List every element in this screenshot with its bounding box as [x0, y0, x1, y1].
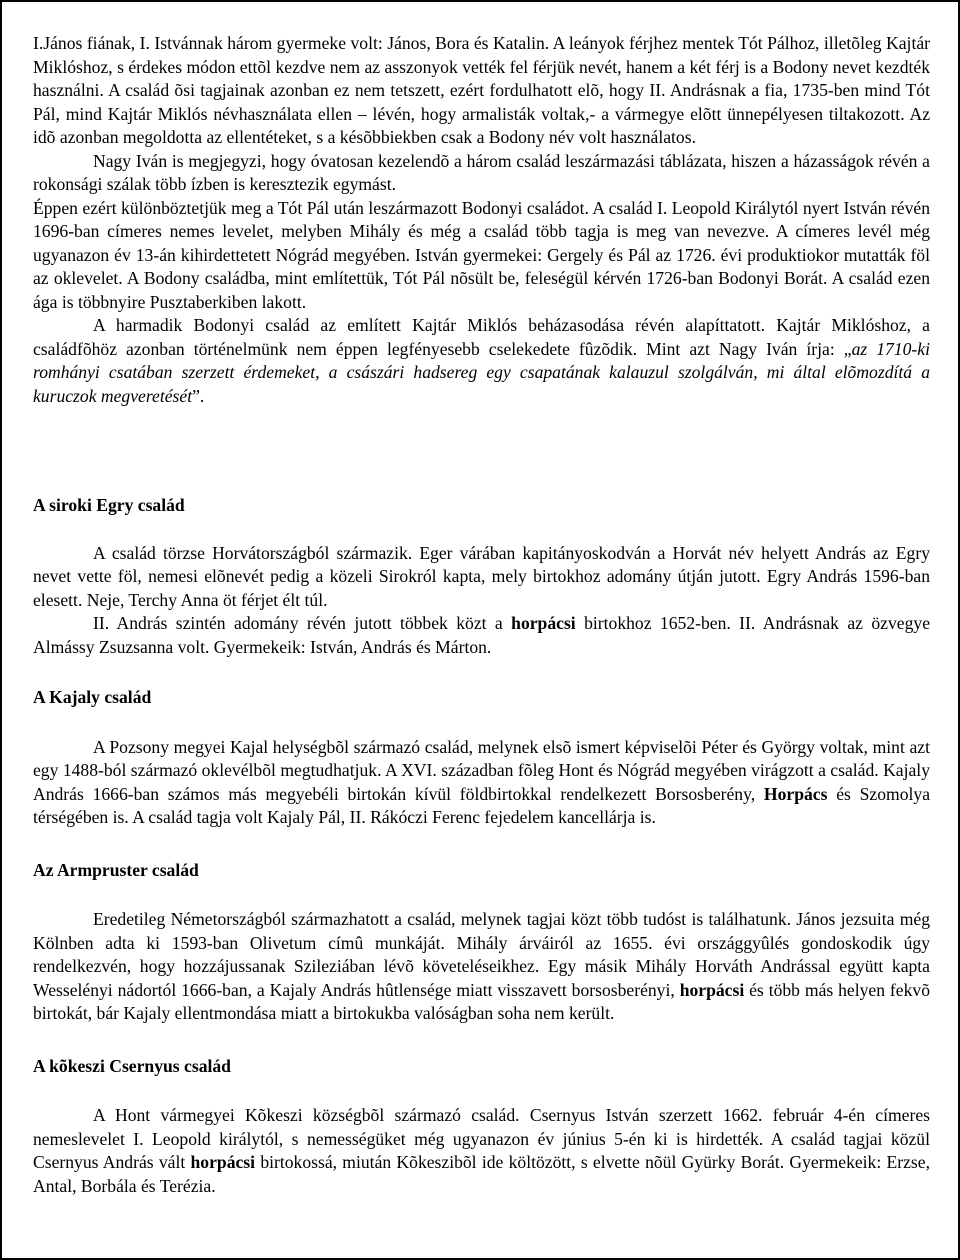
intro-p4-end: ”.	[192, 385, 205, 406]
section-heading-csernyus: A kõkeszi Csernyus család	[33, 1055, 231, 1076]
intro-paragraph-3: Éppen ezért különböztetjük meg a Tót Pál után leszármazott Bodonyi családot. A család I. Leopold Királytól nyert István révén 1696-ban címeres nemes levelet, melyben Mihály és még a család több tagja is meg van nevezve. A címeres levél még ugyanazon év 13-án kihirdettetett Nógrád megyében. István gyermekei: Gergely és Pál az 1726. évi produktiokor mutatták föl az oklevelet. A Bodony családba, mint említettük, Tót Pál nõsült be, feleségül kérvén 1726-ban Bodonyi Borát. A család ezen ága is többnyire Pusztaberkiben lakott.	[33, 197, 930, 312]
kajaly-p1-bold: Horpács	[763, 783, 828, 804]
kajaly-p1-text-b: és Szomolya térségében is. A család tagja volt Kajaly Pál, II. Rákóczi Ferenc fejedelem kancellárja is.	[33, 783, 930, 827]
csernyus-section	[33, 1055, 930, 1199]
siroki-p2-bold: horpácsi	[511, 613, 576, 633]
kajaly-p1-text-a: A Pozsony megyei Kajal helységbõl származó család, melynek elsõ ismert képviselõi Péter és György voltak, mint azt egy 1488-ból származó oklevélbõl megtudhatjuk. A XVI. században fõleg Hont és Nógrád megyében virágzott a család. Kajaly András 1666-ban számos más megyebéli birtokán kívül földbirtokkal rendelkezett Borsosberény,	[33, 736, 930, 804]
csernyus-paragraph-1	[33, 1104, 930, 1198]
section-heading-siroki: A siroki Egry család	[33, 495, 185, 515]
quote-text: az 1710-ki romhányi csatában szerzett érdemeket, a császári hadsereg egy csapatának kalauzul szolgálván, mi által elõmozdítá a kuruczok megveretését	[33, 338, 930, 406]
armpruster-paragraph-1	[33, 908, 930, 1026]
siroki-egry-section	[33, 494, 930, 659]
section-heading-armpruster: Az Armpruster család	[33, 859, 199, 880]
intro-paragraph-2: Nagy Iván is megjegyzi, hogy óvatosan kezelendõ a három család leszármazási táblázata, hiszen a házasságok révén a rokonsági szálak több ízben is keresztezik egymást.	[33, 150, 930, 194]
intro-p4-text: A harmadik Bodonyi család az említett Kajtár Miklós beházasodása révén alapíttatott. Kajtár Miklóshoz, a családfõhöz azonban történelmünk nem éppen legfényesebb cselekedete fûzõdik. Mint azt Nagy Iván írja: „	[33, 315, 930, 359]
csernyus-p1-text-b: birtokossá, miután Kõkeszibõl ide költözött, s elvette nõül Gyürky Borát. Gyermekeik: Erzse, Antal, Borbála és Terézia.	[33, 1152, 930, 1196]
armpruster-p1-text-b: és több más helyen fekvõ birtokát, bár Kajaly ellentmondása miatt a birtokukba valóságban soha nem került.	[33, 979, 930, 1023]
armpruster-p1-bold: horpácsi	[679, 979, 745, 1000]
siroki-paragraph-2	[33, 612, 930, 659]
kajaly-paragraph-1	[33, 736, 930, 830]
armpruster-section	[33, 859, 930, 1026]
intro-section	[33, 32, 930, 408]
siroki-p2-text-a: II. András szintén adomány révén jutott többek közt a	[93, 613, 512, 633]
csernyus-p1-bold: horpácsi	[190, 1152, 256, 1172]
siroki-paragraph-1: A család törzse Horvátországból származik. Eger várában kapitányoskodván a Horvát név helyett András az Egry nevet vette föl, nemesi elõnevét pedig a közeli Sirokról kapta, mely birtokhoz adomány útján jutott. Egry András 1596-ban elesett. Neje, Terchy Anna öt férjet élt túl.	[33, 542, 930, 610]
intro-paragraph-1: I.János fiának, I. Istvánnak három gyermeke volt: János, Bora és Katalin. A leányok férjhez mentek Tót Pálhoz, illetõleg Kajtár Miklóshoz, s érdekes módon ettõl kezdve nem az asszonyok vették fel férjük nevét, hanem a két férj is a Bodony nevet kezdték használni. A család õsi tagjainak azonban ez nem tetszett, ezért fordulhatott elõ, hogy II. Andrásnak a fia, 1735-ben mind Tót Pál, mind Kajtár Miklós névhasználata ellen – lévén, hogy armalisták voltak,- a vármegye elõtt ünnepélyesen tiltakozott. Az idõ azonban megoldotta az ellentéteket, s a késõbbiekben csak a Bodony név volt használatos.	[33, 33, 930, 147]
section-heading-kajaly: A Kajaly család	[33, 687, 152, 707]
csernyus-p1-text-a: A Hont vármegyei Kõkeszi községbõl származó család. Csernyus István szerzett 1662. február 4-én címeres nemeslevelet I. Leopold királytól, s nemességüket még ugyanazon év június 5-én ki is hirdették. A család tagjai közül Csernyus András vált	[33, 1105, 930, 1172]
armpruster-p1-text-a: Eredetileg Németországból származhatott a család, melynek tagjai közt több tudóst is találhatunk. János jezsuita még Kölnben adta ki 1593-ban Olivetum címû munkáját. Mihály árváiról az 1655. évi országgyûlés gondoskodik úgy rendelkezvén, hogy hozzájussanak Szileziában lévõ követeléseikhez. Egy másik Mihály Horváth Andrással együtt kapta Wesselényi nádortól 1666-ban, a Kajaly András hûtlensége miatt visszavett borsosberényi,	[33, 909, 930, 1000]
kajaly-section	[33, 686, 930, 830]
siroki-p2-text-b: birtokhoz 1652-ben. II. Andrásnak az özvegye Almássy Zsuzsanna volt. Gyermekeik: István, András és Márton.	[33, 613, 930, 657]
intro-paragraph-4	[33, 314, 930, 408]
